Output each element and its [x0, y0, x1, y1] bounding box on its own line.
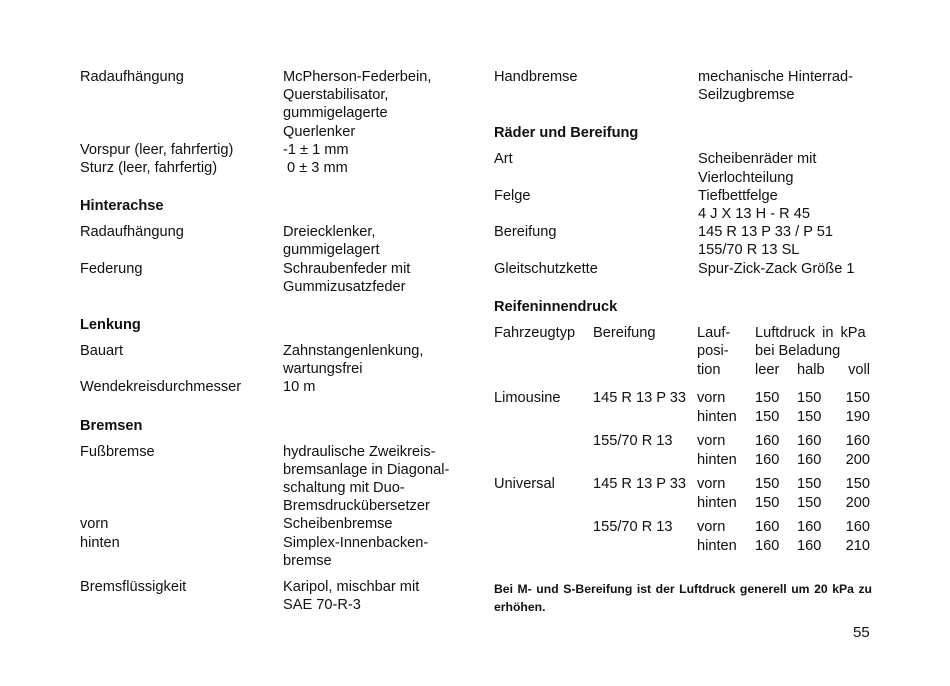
- pressure-full-cell: 200: [845, 494, 870, 511]
- pressure-full-cell: 210: [845, 537, 870, 554]
- section-heading-bremsen: Bremsen: [80, 417, 143, 434]
- page-number: 55: [853, 624, 870, 641]
- spec-row: [80, 443, 460, 516]
- header-luftdruck: Luftdruck in kPa: [755, 324, 866, 341]
- pressure-table: [494, 324, 874, 556]
- header-laufposition: Lauf-: [697, 324, 731, 341]
- pressure-full-cell: 150: [845, 476, 870, 493]
- pressure-table-row: [494, 494, 874, 513]
- tire-size-cell: 155/70 R 13: [593, 433, 673, 450]
- section-heading-reifendruck: Reifeninnendruck: [494, 298, 618, 315]
- spec-label: Bauart: [80, 343, 123, 360]
- spec-row: [494, 260, 874, 278]
- pressure-full-cell: 160: [845, 433, 870, 450]
- spec-row: [80, 515, 460, 533]
- spec-label: Wendekreisdurchmesser: [80, 379, 242, 396]
- pressure-table-row: [494, 537, 874, 556]
- spec-label: vorn: [80, 516, 109, 533]
- spec-value: Tiefbettfelge 4 J X 13 H - R 45: [698, 187, 810, 223]
- spec-row: [494, 150, 874, 186]
- pressure-full-cell: 150: [845, 390, 870, 407]
- pressure-empty-cell: 160: [755, 519, 780, 536]
- spec-row: [80, 141, 460, 159]
- spec-label: Gleitschutzkette: [494, 260, 598, 277]
- pressure-half-cell: 160: [797, 537, 822, 554]
- spec-row: [494, 223, 874, 259]
- pressure-table-row: [494, 389, 874, 408]
- spec-row: [80, 578, 460, 614]
- pressure-table-row: [494, 475, 874, 494]
- spec-value: Zahnstangenlenkung, wartungsfrei: [283, 343, 424, 378]
- spec-label: Radaufhängung: [80, 69, 184, 85]
- pressure-empty-cell: 150: [755, 408, 780, 425]
- pressure-half-cell: 160: [797, 451, 822, 468]
- spec-label: Fußbremse: [80, 443, 155, 460]
- spec-value: Karipol, mischbar mit SAE 70-R-3: [283, 579, 420, 614]
- spec-label: Bremsflüssigkeit: [80, 579, 187, 596]
- pressure-table-row: [494, 518, 874, 537]
- spec-row: [80, 68, 460, 141]
- spec-value: hydraulische Zweikreis- bremsanlage in Diagonal- schaltung mit Duo- Bremsdruckübersetzer: [283, 443, 450, 515]
- spec-label: Art: [494, 151, 513, 168]
- section-heading-hinterachse: Hinterachse: [80, 198, 164, 215]
- spec-row: [80, 260, 460, 296]
- vehicle-type-cell: Limousine: [494, 390, 561, 407]
- tire-size-cell: 145 R 13 P 33: [593, 390, 687, 407]
- spec-value: Dreiecklenker, gummigelagert: [283, 224, 380, 259]
- spec-value: McPherson-Federbein, Querstabilisator, gummigelagerte Querlenker: [283, 69, 432, 140]
- position-cell: hinten: [697, 408, 737, 425]
- header-halb: halb: [797, 361, 825, 378]
- spec-label: Federung: [80, 260, 143, 277]
- position-cell: vorn: [697, 390, 726, 407]
- pressure-half-cell: 150: [797, 476, 822, 493]
- pressure-table-body: [494, 389, 874, 555]
- pressure-table-row: [494, 451, 874, 470]
- position-cell: vorn: [697, 476, 726, 493]
- pressure-full-cell: 200: [845, 451, 870, 468]
- pressure-table-row: [494, 432, 874, 451]
- spec-label: Sturz (leer, fahrfertig): [80, 160, 218, 177]
- spec-row: [80, 159, 460, 177]
- spec-value: Scheibenbremse: [283, 516, 393, 533]
- pressure-empty-cell: 160: [755, 537, 780, 554]
- spec-value: mechanische Hinterrad- Seilzugbremse: [698, 69, 853, 104]
- header-laufposition: tion: [697, 361, 721, 378]
- spec-label: Bereifung: [494, 224, 557, 241]
- position-cell: hinten: [697, 494, 737, 511]
- pressure-empty-cell: 150: [755, 494, 780, 511]
- pressure-half-cell: 150: [797, 408, 822, 425]
- pressure-half-cell: 150: [797, 390, 822, 407]
- spec-row: [80, 342, 460, 378]
- pressure-half-cell: 160: [797, 433, 822, 450]
- header-bereifung: Bereifung: [593, 324, 656, 341]
- spec-label: Felge: [494, 187, 531, 204]
- tire-size-cell: 155/70 R 13: [593, 519, 673, 536]
- vehicle-type-cell: Universal: [494, 476, 555, 493]
- spec-row: [494, 187, 874, 223]
- pressure-full-cell: 190: [845, 408, 870, 425]
- right-column: [494, 68, 874, 555]
- section-heading-raeder: Räder und Bereifung: [494, 125, 639, 142]
- spec-label: Handbremse: [494, 69, 578, 85]
- spec-row: [494, 68, 874, 104]
- spec-row: [80, 223, 460, 259]
- spec-row: [80, 378, 460, 396]
- header-fahrzeugtyp: Fahrzeugtyp: [494, 324, 576, 341]
- tire-pressure-note: Bei M- und S-Bereifung ist der Luftdruck generell um 20 kPa zu erhöhen.: [494, 582, 872, 614]
- spec-value: Simplex-Innenbacken- bremse: [283, 534, 429, 569]
- pressure-table-row: [494, 408, 874, 427]
- header-laufposition: posi-: [697, 343, 729, 360]
- pressure-full-cell: 160: [845, 519, 870, 536]
- pressure-half-cell: 150: [797, 494, 822, 511]
- spec-value: 10 m: [283, 379, 316, 396]
- pressure-empty-cell: 150: [755, 476, 780, 493]
- pressure-half-cell: 160: [797, 519, 822, 536]
- spec-value: -1 ± 1 mm: [283, 141, 349, 158]
- spec-value: Spur-Zick-Zack Größe 1: [698, 260, 855, 277]
- left-column: [80, 68, 460, 614]
- spec-value: 145 R 13 P 33 / P 51 155/70 R 13 SL: [698, 224, 833, 259]
- spec-value: Schraubenfeder mit Gummizusatzfeder: [283, 260, 411, 295]
- spec-label: Radaufhängung: [80, 224, 184, 241]
- pressure-empty-cell: 160: [755, 433, 780, 450]
- spec-label: hinten: [80, 534, 120, 551]
- header-leer: leer: [755, 361, 780, 378]
- position-cell: vorn: [697, 519, 726, 536]
- pressure-empty-cell: 160: [755, 451, 780, 468]
- position-cell: hinten: [697, 451, 737, 468]
- tire-size-cell: 145 R 13 P 33: [593, 476, 687, 493]
- pressure-empty-cell: 150: [755, 390, 780, 407]
- header-beladung: bei Beladung: [755, 343, 841, 360]
- spec-label: Vorspur (leer, fahrfertig): [80, 141, 234, 158]
- spec-value: Scheibenräder mit Vierlochteilung: [698, 151, 817, 186]
- section-heading-lenkung: Lenkung: [80, 317, 141, 334]
- spec-value: 0 ± 3 mm: [283, 160, 348, 177]
- position-cell: hinten: [697, 537, 737, 554]
- position-cell: vorn: [697, 433, 726, 450]
- header-voll: voll: [848, 361, 870, 378]
- pressure-table-header: [494, 324, 874, 343]
- spec-row: [80, 534, 460, 570]
